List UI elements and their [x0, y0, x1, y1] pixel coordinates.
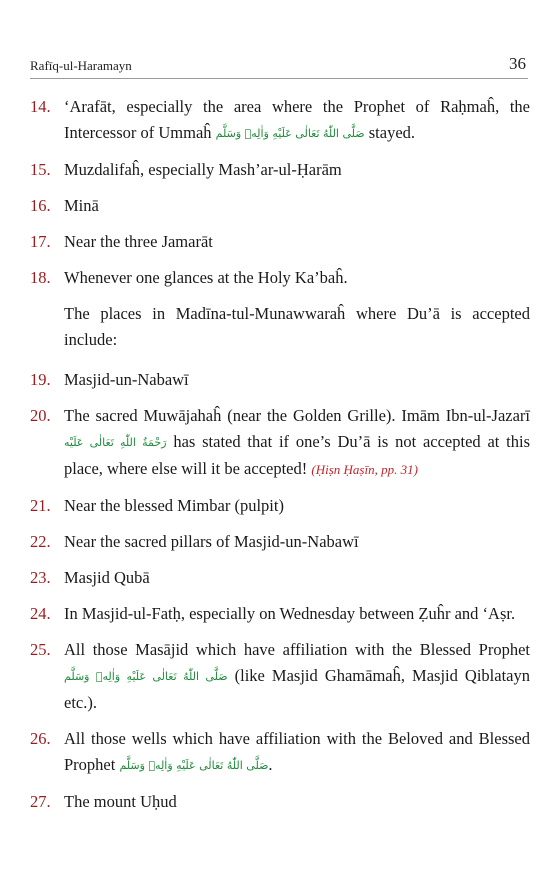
list-item-26 — [30, 726, 530, 779]
list-item-25 — [30, 637, 530, 716]
item-number: 26. — [30, 729, 51, 748]
item-number: 14. — [30, 97, 51, 116]
item-number: 27. — [30, 792, 51, 811]
list-item-19 — [30, 367, 530, 393]
salutation-arabic: صَلَّى اللّٰهُ تَعَالٰى عَلَيْهِ وَاٰلِهٖ وَسَلَّم — [64, 670, 228, 683]
item-number: 22. — [30, 532, 51, 551]
item-number: 17. — [30, 232, 51, 251]
list-item-15 — [30, 157, 530, 183]
item-number: 18. — [30, 268, 51, 287]
salutation-arabic: صَلَّى اللّٰهُ تَعَالٰى عَلَيْهِ وَاٰلِهٖ وَسَلَّم — [119, 759, 269, 772]
list-item-21 — [30, 493, 530, 519]
item-number: 21. — [30, 496, 51, 515]
item-number: 15. — [30, 160, 51, 179]
text-segment: (like Masjid Ghamāmaĥ, Masjid Qiblatayn etc.). — [64, 666, 531, 712]
salutation-arabic: رَحْمَةُ اللّٰهِ تَعَالٰى عَلَيْه — [64, 436, 167, 449]
intro-paragraph: The places in Madīna-tul-Munawwaraĥ where Du’ā is accepted include: — [64, 304, 530, 349]
item-text: In Masjid-ul-Fatḥ, especially on Wednesday between Ẓuĥr and ‘Aṣr. — [64, 604, 516, 623]
item-text: Whenever one glances at the Holy Ka’baĥ. — [64, 268, 348, 287]
item-text: Masjid Qubā — [64, 568, 150, 587]
list-item-24 — [30, 601, 530, 627]
reference-citation: (Ḥiṣn Ḥaṣīn, pp. 31) — [311, 462, 418, 477]
list-item-20 — [30, 403, 530, 483]
text-segment: ‘Arafāt, especially the area where the Prophet of Raḥmaĥ, the Intercessor of Ummaĥ — [64, 97, 530, 142]
item-text: Near the sacred pillars of Masjid-un-Nabawī — [64, 532, 359, 551]
text-segment: has stated that if one’s Du’ā is not accepted at this place, where else will it be accepted! — [64, 432, 531, 478]
text-segment: All those wells which have affiliation with the Beloved and Blessed Prophet — [64, 729, 530, 774]
page-content — [30, 94, 530, 825]
list-item-14 — [30, 94, 530, 147]
text-segment: All those Masājid which have affiliation with the Blessed Prophet — [64, 640, 530, 659]
item-text — [64, 94, 530, 147]
item-number: 25. — [30, 640, 51, 659]
item-text: Muzdalifaĥ, especially Mash’ar-ul-Ḥarām — [64, 160, 342, 179]
page-number: 36 — [509, 54, 526, 73]
item-number: 23. — [30, 568, 51, 587]
page-header — [30, 52, 528, 79]
item-text — [64, 403, 530, 483]
item-number: 19. — [30, 370, 51, 389]
list-item-16 — [30, 193, 530, 219]
item-number: 20. — [30, 406, 51, 425]
list-item-18 — [30, 265, 530, 291]
salutation-arabic: صَلَّى اللّٰهُ تَعَالٰى عَلَيْهِ وَاٰلِهٖ وَسَلَّم — [215, 127, 365, 140]
item-text: Near the three Jamarāt — [64, 232, 213, 251]
book-title: Rafīq-ul-Haramayn — [30, 58, 132, 73]
list-item-22 — [30, 529, 530, 555]
list-item-17 — [30, 229, 530, 255]
text-segment: . — [268, 755, 273, 774]
item-text: Masjid-un-Nabawī — [64, 370, 189, 389]
item-text: Minā — [64, 196, 99, 215]
item-text: The mount Uḥud — [64, 792, 177, 811]
list-item-27 — [30, 789, 530, 815]
text-segment: stayed. — [364, 123, 416, 142]
list-item-23 — [30, 565, 530, 591]
item-text: Near the blessed Mimbar (pulpit) — [64, 496, 284, 515]
item-number: 24. — [30, 604, 51, 623]
item-text — [64, 637, 530, 716]
item-number: 16. — [30, 196, 51, 215]
item-text — [64, 726, 530, 779]
text-segment: The sacred Muwājahaĥ (near the Golden Grille). Imām Ibn-ul-Jazarī — [64, 406, 530, 425]
